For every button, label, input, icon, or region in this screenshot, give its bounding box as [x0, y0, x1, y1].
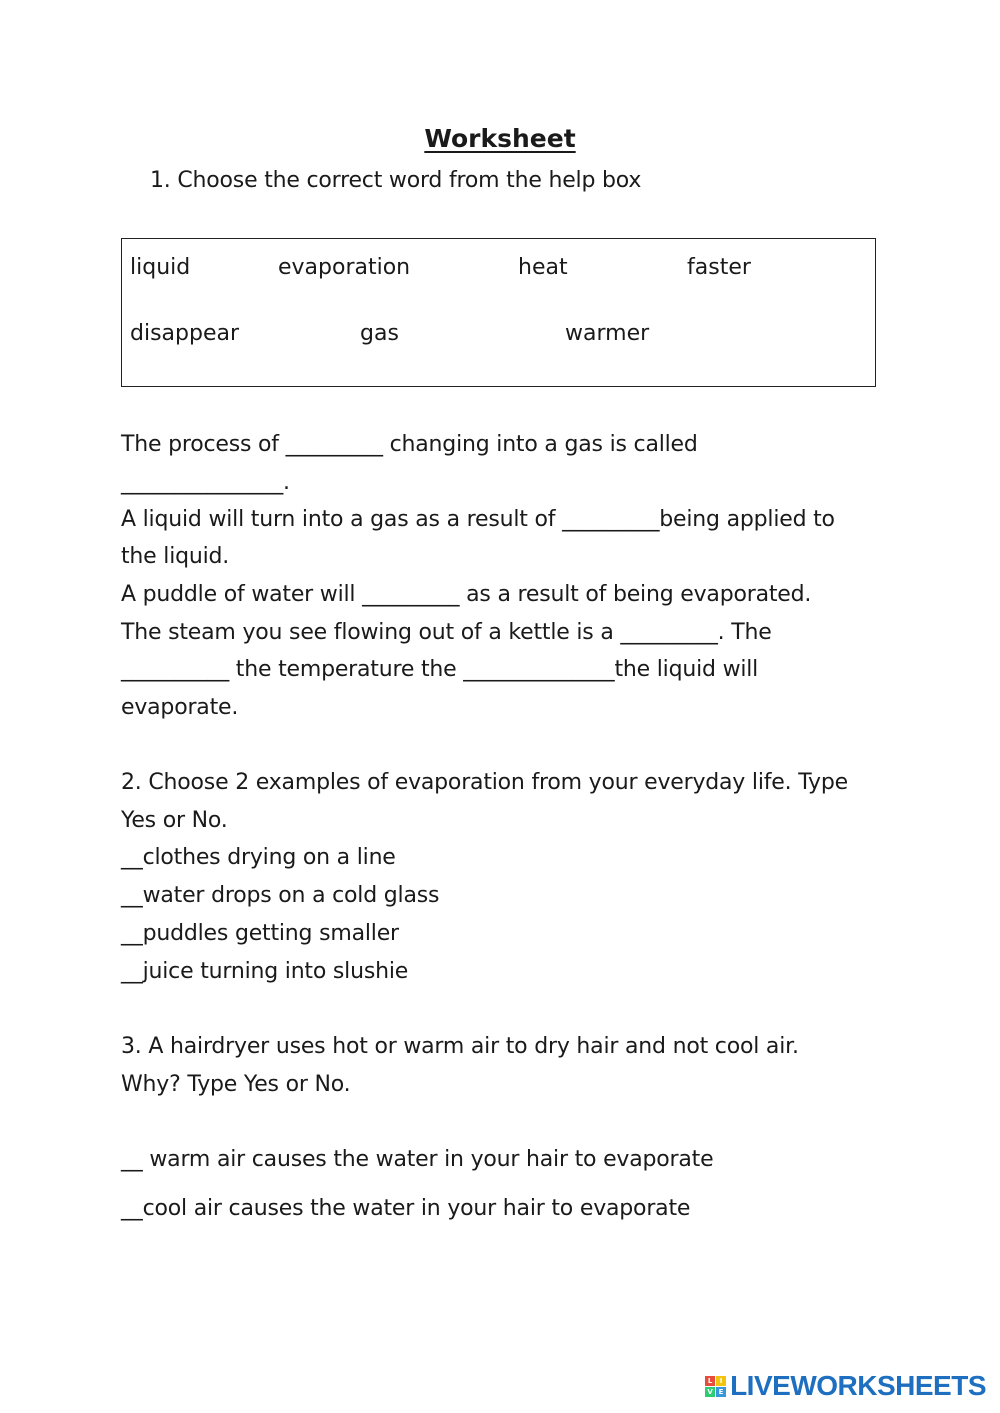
- q3-option: __ warm air causes the water in your hair to evaporate: [121, 1147, 714, 1172]
- q1-line: the liquid.: [121, 544, 230, 569]
- q1-line: A liquid will turn into a gas as a result of _________being applied to: [121, 507, 835, 532]
- help-word: faster: [687, 255, 751, 280]
- q1-line: The process of _________ changing into a gas is called: [121, 432, 698, 457]
- q1-instruction: 1. Choose the correct word from the help box: [150, 168, 642, 193]
- q2-option: __puddles getting smaller: [121, 921, 399, 946]
- q2-line: 2. Choose 2 examples of evaporation from your everyday life. Type: [121, 770, 848, 795]
- q3-line: Why? Type Yes or No.: [121, 1072, 351, 1097]
- q2-option: __clothes drying on a line: [121, 845, 396, 870]
- help-word: evaporation: [278, 255, 411, 280]
- q3-option: __cool air causes the water in your hair to evaporate: [121, 1196, 691, 1221]
- q1-line: A puddle of water will _________ as a result of being evaporated.: [121, 582, 812, 607]
- logo-mark-icon: L I V E: [705, 1376, 726, 1397]
- q2-option: __juice turning into slushie: [121, 959, 409, 984]
- q3-line: 3. A hairdryer uses hot or warm air to dry hair and not cool air.: [121, 1034, 799, 1059]
- q1-line: The steam you see flowing out of a kettle is a _________. The: [121, 620, 772, 645]
- help-word: liquid: [130, 255, 191, 280]
- help-word: disappear: [130, 321, 240, 346]
- q1-line: __________ the temperature the ______________the liquid will: [121, 657, 759, 682]
- q1-line: evaporate.: [121, 695, 239, 720]
- help-word: heat: [518, 255, 568, 280]
- q1-line: _______________.: [121, 470, 290, 495]
- logo-text: LIVEWORKSHEETS: [730, 1370, 986, 1401]
- q2-option: __water drops on a cold glass: [121, 883, 440, 908]
- q2-line: Yes or No.: [121, 808, 228, 833]
- help-word: gas: [360, 321, 399, 346]
- worksheet-title: Worksheet: [424, 124, 576, 153]
- help-box: [121, 238, 876, 387]
- help-word: warmer: [565, 321, 650, 346]
- liveworksheets-logo: [705, 1371, 986, 1401]
